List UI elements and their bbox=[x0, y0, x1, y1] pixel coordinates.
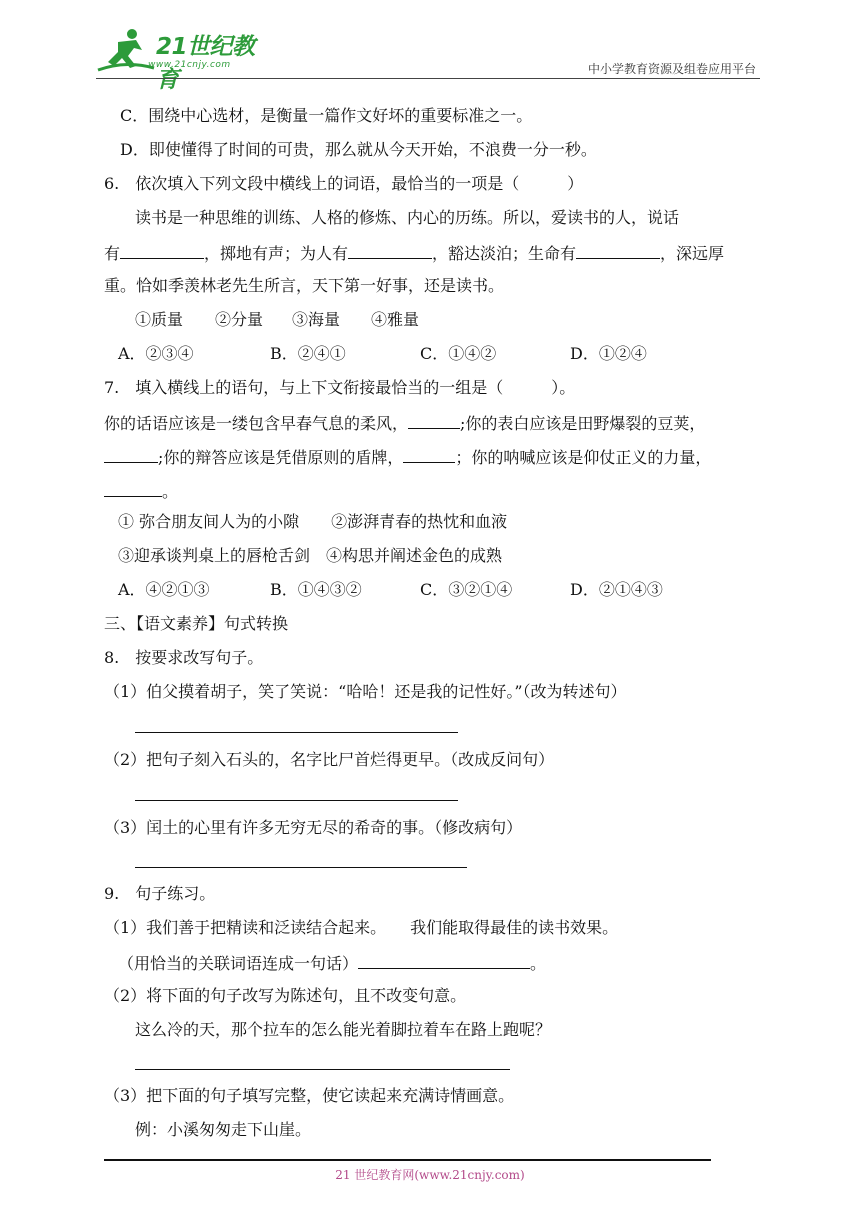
fill-blank bbox=[358, 952, 530, 969]
q6-choice: ②分量 bbox=[215, 310, 264, 329]
q9-item-2: （2）将下面的句子改写为陈述句，且不改变句意。 bbox=[104, 986, 467, 1005]
q6-paragraph-1: 读书是一种思维的训练、人格的修炼、内心的历练。所以，爱读书的人，说话 bbox=[135, 208, 680, 227]
logo-text: 21世纪教育 bbox=[156, 34, 255, 93]
fill-blank bbox=[104, 446, 158, 463]
q6-paragraph-3: 重。恰如季羡林老先生所言，天下第一好事，还是读书。 bbox=[104, 276, 505, 295]
q9-item-3: （3）把下面的句子填写完整，使它读起来充满诗情画意。 bbox=[104, 1086, 515, 1105]
header-divider bbox=[96, 78, 760, 79]
q7-title: 7. 填入横线上的语句，与上下文衔接最恰当的一组是（ ）。 bbox=[104, 378, 576, 397]
platform-title: 中小学教育资源及组卷应用平台 bbox=[587, 62, 756, 76]
q7-statements-2: ③迎承谈判桌上的唇枪舌剑 ④构思并阐述金色的成熟 bbox=[118, 546, 503, 565]
fill-blank bbox=[408, 412, 460, 429]
q7-option-d: D．②①④③ bbox=[570, 580, 663, 599]
q6-choice: ③海量 bbox=[292, 310, 341, 329]
q9-item-1: （1）我们善于把精读和泛读结合起来。 我们能取得最佳的读书效果。 bbox=[104, 918, 619, 937]
q7-paragraph-2: ;你的辩答应该是凭借原则的盾牌， ；你的呐喊应该是仰仗正义的力量， bbox=[104, 446, 711, 468]
answer-line bbox=[135, 1069, 510, 1070]
fill-blank bbox=[104, 480, 162, 497]
runner-logo-icon bbox=[96, 26, 156, 76]
q8-title: 8. 按要求改写句子。 bbox=[104, 648, 264, 667]
q9-item-2-sentence: 这么冷的天，那个拉车的怎么能光着脚拉着车在路上跑呢？ bbox=[135, 1020, 552, 1039]
q6-option-c: C．①④② bbox=[420, 344, 497, 363]
q6-option-d: D．①②④ bbox=[570, 344, 647, 363]
q8-item-1: （1）伯父摸着胡子，笑了笑说：“哈哈！还是我的记性好。”（改为转述句） bbox=[104, 682, 627, 701]
q7-paragraph-1: 你的话语应该是一缕包含早春气息的柔风， ;你的表白应该是田野爆裂的豆荚， bbox=[104, 414, 706, 433]
q9-item-3-example: 例：小溪匆匆走下山崖。 bbox=[135, 1120, 312, 1139]
option-d-line: D．即使懂得了时间的可贵，那么就从今天开始，不浪费一分一秒。 bbox=[120, 140, 597, 159]
answer-line bbox=[135, 732, 458, 733]
option-c-line: C．围绕中心选材，是衡量一篇作文好坏的重要标准之一。 bbox=[120, 106, 533, 125]
fill-blank bbox=[120, 242, 204, 259]
q9-item-1-instruction: （用恰当的关联词语连成一句话） 。 bbox=[118, 954, 547, 973]
logo bbox=[96, 26, 271, 93]
q6-choice: ①质量 bbox=[135, 310, 184, 329]
q7-option-c: C．③②①④ bbox=[420, 580, 513, 599]
q7-paragraph-3: 。 bbox=[104, 480, 178, 502]
page-header bbox=[96, 26, 760, 93]
footer-divider bbox=[104, 1159, 711, 1161]
q8-item-3: （3）闰土的心里有许多无穷无尽的希奇的事。（修改病句） bbox=[104, 818, 523, 837]
answer-line bbox=[135, 800, 458, 801]
q6-title: 6. 依次填入下列文段中横线上的词语，最恰当的一项是（ ） bbox=[104, 174, 584, 193]
answer-line bbox=[135, 867, 467, 868]
section-3-heading: 三、【语文素养】句式转换 bbox=[104, 614, 289, 633]
q7-statements-1: ① 弥合朋友间人为的小隙 ②澎湃青春的热忱和血液 bbox=[118, 512, 508, 531]
fill-blank bbox=[576, 242, 660, 259]
fill-blank bbox=[403, 446, 455, 463]
page-footer: 21 世纪教育网(www.21cnjy.com) bbox=[335, 1168, 525, 1182]
q6-choice: ④雅量 bbox=[371, 310, 420, 329]
q6-option-a: A．②③④ bbox=[118, 344, 194, 363]
q6-option-b: B．②④① bbox=[270, 344, 346, 363]
fill-blank bbox=[348, 242, 432, 259]
q7-option-b: B．①④③② bbox=[270, 580, 362, 599]
q7-option-a: A．④②①③ bbox=[118, 580, 210, 599]
q9-title: 9. 句子练习。 bbox=[104, 884, 216, 903]
q6-paragraph-2: 有 ，掷地有声；为人有 ，豁达淡泊；生命有 ，深远厚 bbox=[104, 244, 725, 263]
q8-item-2: （2）把句子刻入石头的，名字比尸首烂得更早。（改成反问句） bbox=[104, 750, 555, 769]
logo-url: www.21cnjy.com bbox=[148, 60, 231, 70]
